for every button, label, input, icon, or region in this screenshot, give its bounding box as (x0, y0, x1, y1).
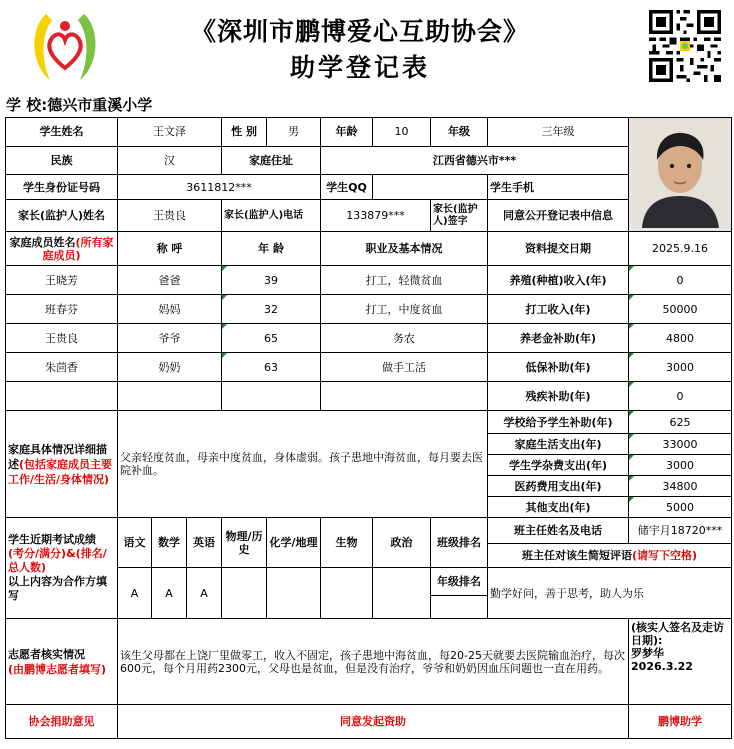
address-value: 江西省德兴市*** (321, 146, 629, 175)
family-detail-label-note: (包括家庭成员主要工作/生活/身体情况) (8, 457, 113, 486)
members-name-header-text: 家庭成员姓名 (9, 235, 76, 249)
members-age-header: 年 龄 (222, 232, 321, 266)
scores-label-text: 学生近期考试成绩 (8, 533, 96, 546)
school-line (6, 94, 152, 115)
income-value: 4800 (629, 324, 732, 353)
guardian-name-label: 家长(监护人)姓名 (6, 200, 118, 232)
subject-chemistry-geography: 化学/地理 (267, 518, 321, 568)
score-chinese: A (118, 568, 152, 619)
family-detail-label (6, 411, 118, 518)
student-portrait-image (632, 118, 729, 228)
student-name: 王文泽 (118, 118, 222, 147)
student-photo (629, 118, 732, 232)
student-id-value: 3611812*** (118, 175, 321, 200)
grade-value: 三年级 (488, 118, 629, 147)
student-phone-label (488, 175, 629, 200)
submit-date-value: 2025.9.16 (629, 232, 732, 266)
member-relation-empty (118, 382, 222, 411)
donation-opinion-value: 同意发起资助 (118, 705, 629, 739)
table-row (6, 382, 732, 411)
grade-label: 年级 (431, 118, 488, 147)
guardian-consent: 同意公开登记表中信息 (488, 200, 629, 232)
member-relation: 爸爸 (118, 266, 222, 295)
member-age: 63 (222, 353, 321, 382)
income-value: 3000 (629, 353, 732, 382)
teacher-label: 班主任姓名及电话 (488, 518, 629, 544)
income-label: 低保补助(年) (488, 353, 629, 382)
income-label: 养殖(种植)收入(年) (488, 266, 629, 295)
scores-label-note: (考分/满分)&(排名/总人数) (8, 547, 107, 574)
member-age: 39 (222, 266, 321, 295)
teacher-comment-label-text: 班主任对该生简短评语 (522, 549, 632, 562)
expense-value: 33000 (629, 434, 732, 455)
qr-code-icon (647, 10, 723, 82)
guardian-sign-label: 家长(监护人)签字 (431, 200, 488, 232)
members-relation-header: 称 呼 (118, 232, 222, 266)
subject-math: 数学 (152, 518, 187, 568)
volunteer-text: 该生父母都在上饶厂里做零工，收入不固定，孩子患地中海贫血，每20-25天就要去医院输血治疗，每次600元，每个月用药2300元，父母也是贫血，但是没有治疗，爷爷和奶奶因血压问题也一直在用药。 (118, 619, 629, 705)
header (0, 0, 734, 92)
members-name-header (6, 232, 118, 266)
teacher-value: 储宇月18720*** (629, 518, 732, 544)
member-name: 朱茴香 (6, 353, 118, 382)
score-math: A (152, 568, 187, 619)
member-age-empty (222, 382, 321, 411)
volunteer-signature (629, 619, 732, 705)
expense-value: 34800 (629, 476, 732, 497)
member-job: 务农 (321, 324, 488, 353)
score-politics (373, 568, 431, 619)
table-row (6, 353, 732, 382)
income-value: 0 (629, 266, 732, 295)
table-row (6, 324, 732, 353)
address-label: 家庭住址 (222, 146, 321, 175)
ethnicity-label: 民族 (6, 146, 118, 175)
table-row (6, 266, 732, 295)
member-name: 王晓芳 (6, 266, 118, 295)
volunteer-label-note: (由鹏博志愿者填写) (8, 662, 107, 676)
student-qq-label: 学生QQ (321, 175, 373, 200)
registration-table (5, 117, 732, 739)
members-job-header: 职业及基本情况 (321, 232, 488, 266)
guardian-phone-label: 家长(监护人)电话 (222, 200, 321, 232)
income-label: 打工收入(年) (488, 295, 629, 324)
income-value: 0 (629, 382, 732, 411)
expense-value: 3000 (629, 455, 732, 476)
ethnicity-value: 汉 (118, 146, 222, 175)
heart-hands-logo-icon (28, 6, 102, 86)
member-job-empty (321, 382, 488, 411)
school-name: 德兴市重溪小学 (47, 96, 153, 114)
subject-chinese: 语文 (118, 518, 152, 568)
student-id-label: 学生身份证号码 (6, 175, 118, 200)
teacher-comment: 勤学好问，善于思考，助人为乐 (488, 568, 732, 619)
gender-label: 性 别 (222, 118, 267, 147)
class-rank-label: 班级排名 (431, 518, 488, 568)
member-relation: 奶奶 (118, 353, 222, 382)
gender-value: 男 (267, 118, 321, 147)
subject-english: 英语 (187, 518, 222, 568)
guardian-name-value: 王贵良 (118, 200, 222, 232)
member-age: 32 (222, 295, 321, 324)
teacher-comment-label-note: (请写下空格) (632, 549, 698, 562)
member-job: 打工，中度贫血 (321, 295, 488, 324)
page-subtitle: 助学登记表 (289, 53, 430, 82)
volunteer-sign-label: (核实人签名及走访日期): (631, 621, 725, 647)
expense-value: 5000 (629, 497, 732, 518)
student-name-label: 学生姓名 (6, 118, 118, 147)
expense-label: 医药费用支出(年) (488, 476, 629, 497)
volunteer-label-text: 志愿者核实情况 (8, 647, 85, 661)
volunteer-label (6, 619, 118, 705)
subject-physics-history: 物理/历史 (222, 518, 267, 568)
member-name-empty (6, 382, 118, 411)
donation-org: 鹏博助学 (629, 705, 732, 739)
income-label: 残疾补助(年) (488, 382, 629, 411)
family-detail-label-text: 家庭具体情况详细描述 (8, 442, 107, 471)
expense-label: 其他支出(年) (488, 497, 629, 518)
page-title: 《深圳市鹏博爱心互助协会》 (190, 17, 529, 46)
score-english: A (187, 568, 222, 619)
member-name: 王贵良 (6, 324, 118, 353)
scores-label-footnote: 以上内容为合作方填写 (8, 575, 107, 602)
student-phone-label-text: 学生手机 (490, 180, 535, 194)
expense-label: 家庭生活支出(年) (488, 434, 629, 455)
teacher-comment-label (488, 544, 732, 568)
member-relation: 妈妈 (118, 295, 222, 324)
member-relation: 爷爷 (118, 324, 222, 353)
expense-label: 学生学杂费支出(年) (488, 455, 629, 476)
score-biology (321, 568, 373, 619)
volunteer-date: 2026.3.22 (631, 660, 693, 673)
income-label: 学校给予学生补助(年) (488, 411, 629, 434)
member-job: 打工，轻微贫血 (321, 266, 488, 295)
volunteer-signer: 罗梦华 (631, 647, 665, 660)
member-age: 65 (222, 324, 321, 353)
score-physics-history (222, 568, 267, 619)
member-job: 做手工活 (321, 353, 488, 382)
scores-label (6, 518, 118, 619)
subject-biology: 生物 (321, 518, 373, 568)
grade-rank-label: 年级排名 (431, 568, 488, 596)
age-value: 10 (373, 118, 431, 147)
subject-politics: 政治 (373, 518, 431, 568)
income-value: 625 (629, 411, 732, 434)
school-label: 学 校: (6, 96, 48, 114)
income-label: 养老金补助(年) (488, 324, 629, 353)
guardian-phone-value: 133879*** (321, 200, 431, 232)
member-name: 班春芬 (6, 295, 118, 324)
age-label: 年龄 (321, 118, 373, 147)
members-name-header-note: (所有家庭成员) (42, 235, 114, 262)
income-value: 50000 (629, 295, 732, 324)
grade-rank-value (431, 596, 488, 619)
donation-opinion-label: 协会捐助意见 (6, 705, 118, 739)
score-chemistry-geography (267, 568, 321, 619)
submit-date-label: 资料提交日期 (488, 232, 629, 266)
family-detail-text: 父亲轻度贫血，母亲中度贫血，身体虚弱。孩子患地中海贫血，每月要去医院补血。 (118, 411, 488, 518)
student-qq-value (373, 175, 488, 200)
table-row (6, 295, 732, 324)
